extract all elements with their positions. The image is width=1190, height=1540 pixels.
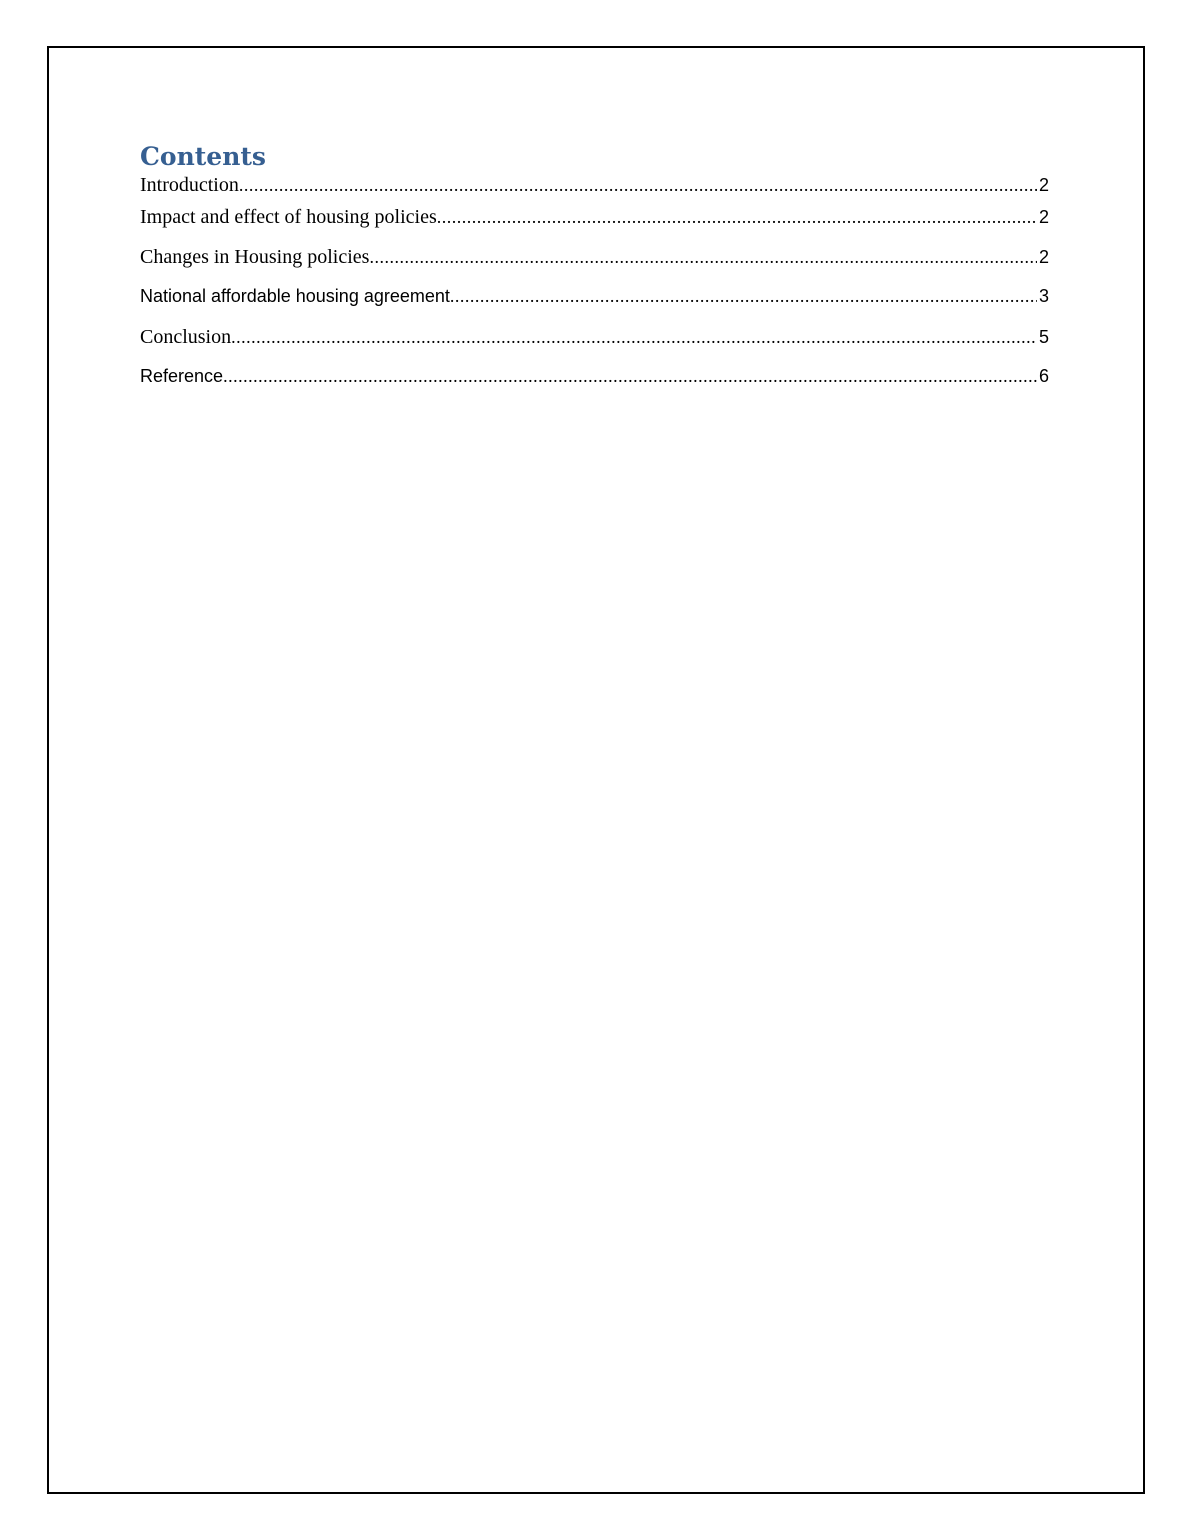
toc-entry-title: Reference [140, 366, 224, 386]
toc-list [140, 174, 1049, 406]
toc-dot-leader [239, 175, 1037, 196]
toc-entry-page: 6 [1038, 366, 1049, 386]
toc-entry-title: Impact and effect of housing policies [140, 206, 437, 228]
toc-entry-page: 2 [1038, 247, 1049, 267]
toc-entry-conclusion[interactable] [140, 326, 1049, 366]
contents-heading: Contents [140, 142, 267, 171]
toc-entry-national-affordable-housing[interactable] [140, 286, 1049, 326]
toc-entry-page: 2 [1038, 175, 1049, 195]
toc-dot-leader [450, 286, 1037, 307]
toc-entry-title: National affordable housing agreement [140, 286, 450, 306]
toc-dot-leader [223, 366, 1037, 387]
toc-entry-reference[interactable] [140, 366, 1049, 406]
toc-entry-impact-and-effect[interactable] [140, 206, 1049, 246]
toc-entry-title: Changes in Housing policies [140, 246, 370, 268]
toc-entry-page: 5 [1038, 327, 1049, 347]
toc-entry-changes-in-housing-policies[interactable] [140, 246, 1049, 286]
table-of-contents [140, 140, 1049, 406]
toc-entry-page: 3 [1038, 286, 1049, 306]
toc-dot-leader [369, 247, 1037, 268]
toc-entry-page: 2 [1038, 207, 1049, 227]
toc-entry-introduction[interactable] [140, 174, 1049, 206]
toc-entry-title: Conclusion [140, 326, 232, 348]
toc-dot-leader [437, 207, 1037, 228]
toc-entry-title: Introduction [140, 174, 239, 196]
toc-dot-leader [231, 327, 1037, 348]
